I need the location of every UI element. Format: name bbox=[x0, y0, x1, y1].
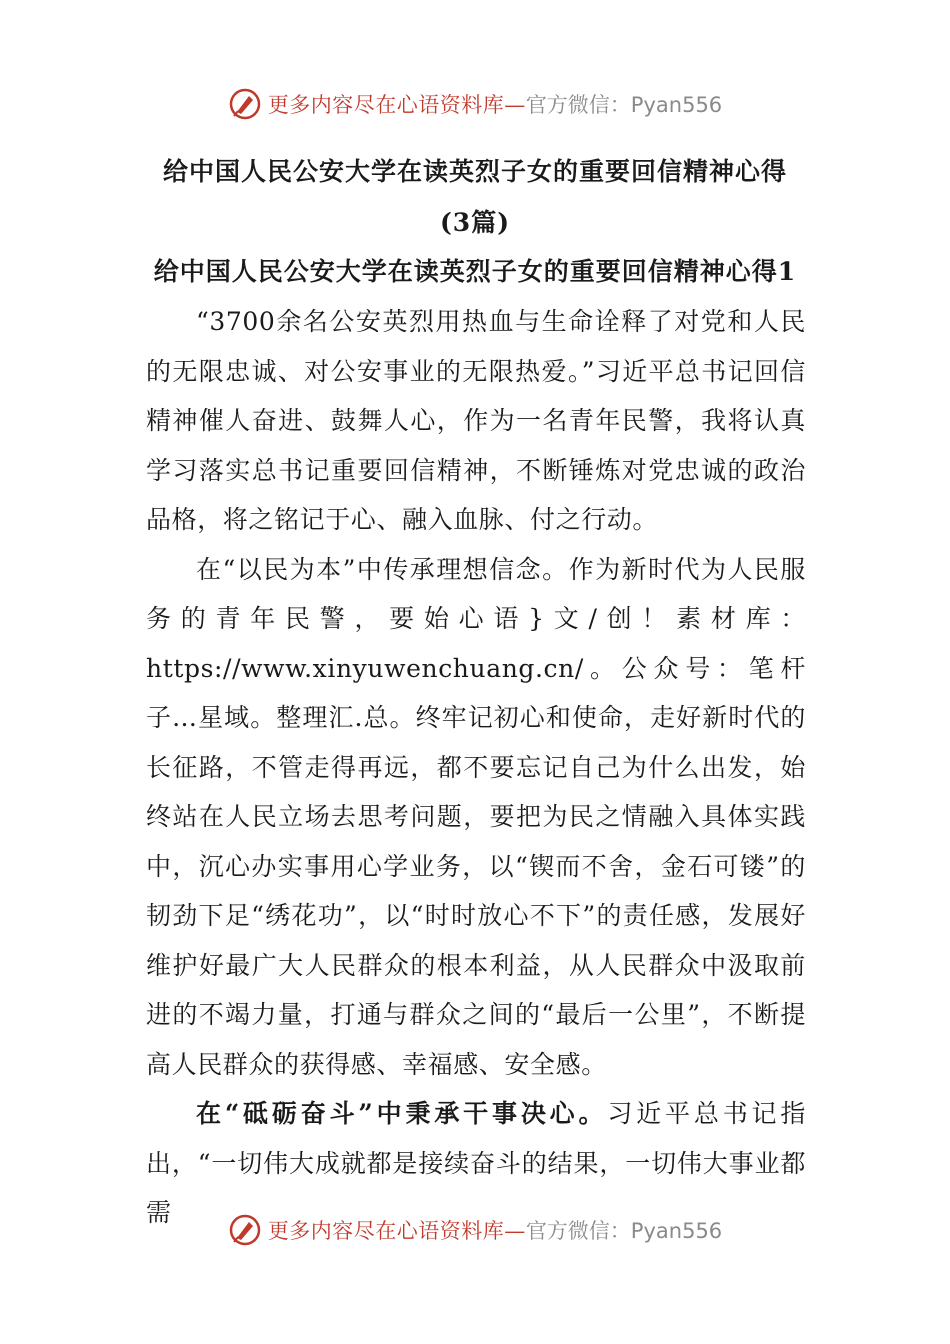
pen-nib-icon bbox=[228, 1213, 262, 1247]
watermark-contact: 官方微信：Pyan556 bbox=[525, 1219, 723, 1243]
pen-nib-icon bbox=[228, 87, 262, 121]
paragraph-3-heading: 在“砥砺奋斗”中秉承干事决心。 bbox=[196, 1099, 608, 1128]
header-watermark bbox=[0, 84, 950, 124]
watermark-brand: 更多内容尽在心语资料库— bbox=[267, 93, 526, 117]
watermark-brand: 更多内容尽在心语资料库— bbox=[267, 1219, 526, 1243]
document-body bbox=[146, 297, 806, 1238]
section-subtitle: 给中国人民公安大学在读英烈子女的重要回信精神心得1 bbox=[153, 257, 797, 286]
document-title: 给中国人民公安大学在读英烈子女的重要回信精神心得 bbox=[162, 157, 787, 186]
watermark-contact: 官方微信：Pyan556 bbox=[525, 93, 723, 117]
paragraph-1: “3700余名公安英烈用热血与生命诠释了对党和人民的无限忠诚、对公安事业的无限热爱。”习近平总书记回信精神催人奋进、鼓舞人心，作为一名青年民警，我将认真学习落实总书记重要回信精神，不断锤炼对党忠诚的政治品格，将之铭记于心、融入血脉、付之行动。 bbox=[146, 307, 806, 534]
document-title-count: (3篇) bbox=[439, 208, 511, 237]
footer-watermark bbox=[0, 1210, 950, 1250]
paragraph-2: 在“以民为本”中传承理想信念。作为新时代为人民服务的青年民警，要始心语}文/创！素材库：https://www.xinyuwenchuang.cn/。公众号：笔杆子…星域。整理汇.总。终牢记初心和使命，走好新时代的长征路，不管走得再远，都不要忘记自己为什么出发，始终站在人民立场去思考问题，要把为民之情融入具体实践中，沉心办实事用心学业务，以“锲而不舍，金石可镂”的韧劲下足“绣花功”，以“时时放心不下”的责任感，发展好维护好最广大人民群众的根本利益，从人民群众中汲取前进的不竭力量，打通与群众之间的“最后一公里”，不断提高人民群众的获得感、幸福感、安全感。 bbox=[146, 554, 806, 1079]
paragraph-3-text: 习近平总书记指出，“一切伟大成就都是接续奋斗的结果，一切伟大事业都需 bbox=[146, 1099, 806, 1227]
